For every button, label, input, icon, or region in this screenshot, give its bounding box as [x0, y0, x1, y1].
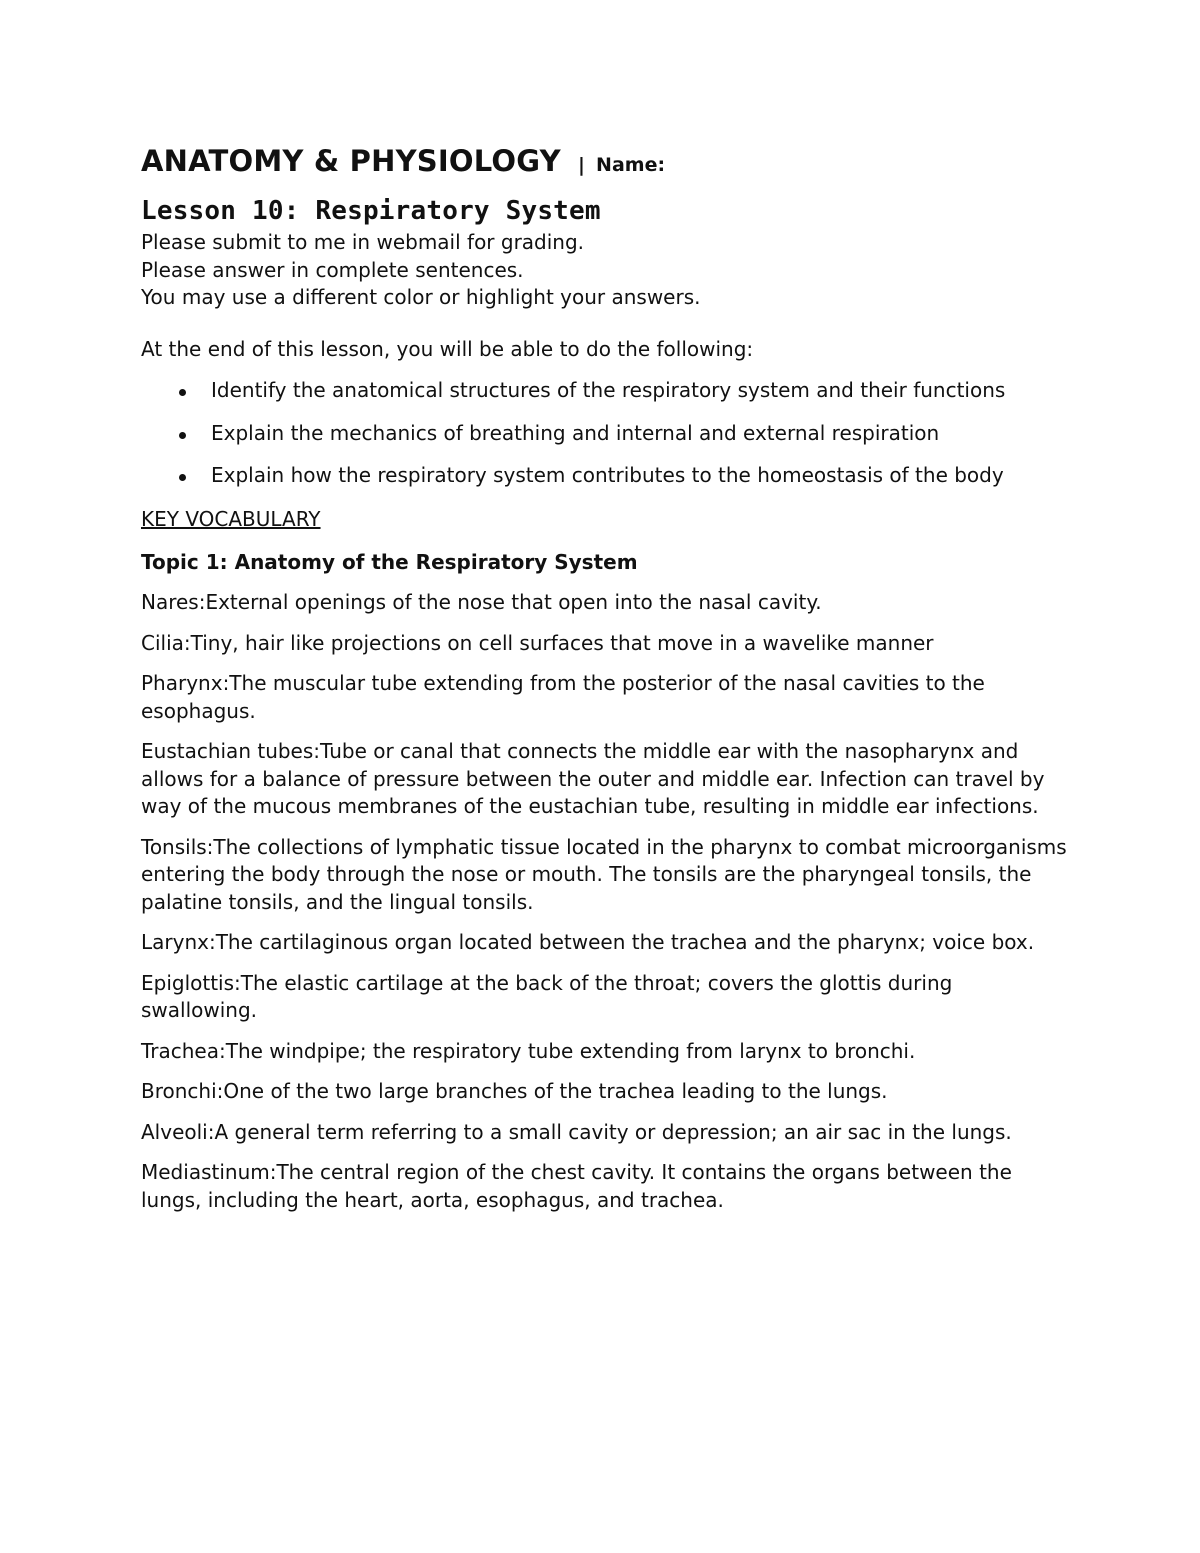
vocab-term: Cilia:Tiny, hair like projections on cell surfaces that move in a wavelike manner [141, 630, 934, 655]
objectives-list [141, 377, 1071, 490]
vocab-term: Pharynx:The muscular tube extending from the posterior of the nasal cavities to the esophagus. [141, 671, 985, 723]
instruction-line: Please submit to me in webmail for grading. [141, 230, 585, 254]
vocab-term: Nares:External openings of the nose that open into the nasal cavity. [141, 590, 822, 614]
vocab-term: Larynx:The cartilaginous organ located between the trachea and the pharynx; voice box. [141, 930, 1035, 954]
objective-text: Explain the mechanics of breathing and internal and external respiration [211, 420, 940, 445]
objective-item [141, 420, 1071, 448]
objective-text: Explain how the respiratory system contributes to the homeostasis of the body [211, 463, 1004, 487]
course-title: ANATOMY & PHYSIOLOGY [141, 144, 561, 178]
vocab-term: Eustachian tubes:Tube or canal that connects the middle ear with the nasopharynx and allows for a balance of pressure between the outer and middle ear. Infection can travel by way of the mucous membranes of the eustachian tube, resulting in middle ear infections. [141, 739, 1045, 818]
name-label: Name: [596, 154, 666, 176]
vocab-term: Trachea:The windpipe; the respiratory tube extending from larynx to bronchi. [141, 1038, 916, 1063]
bullet-icon [179, 474, 186, 481]
vocab-term: Tonsils:The collections of lymphatic tissue located in the pharynx to combat microorganisms entering the body through the nose or mouth. The tonsils are the pharyngeal tonsils, the palatine tonsils, and the lingual tonsils. [141, 834, 1067, 914]
objective-item [141, 462, 1071, 490]
bullet-icon [179, 389, 186, 396]
document-header [141, 138, 1071, 187]
topic-heading: Topic 1: Anatomy of the Respiratory System [141, 550, 638, 574]
bullet-icon [179, 432, 186, 439]
vocab-term: Alveoli:A general term referring to a small cavity or depression; an air sac in the lungs. [141, 1119, 1012, 1144]
objective-text: Identify the anatomical structures of the respiratory system and their functions [211, 378, 1006, 402]
vocab-term: Bronchi:One of the two large branches of the trachea leading to the lungs. [141, 1079, 888, 1103]
instruction-line: You may use a different color or highlight your answers. [141, 285, 701, 309]
instruction-line: Please answer in complete sentences. [141, 257, 524, 282]
document-page [141, 138, 1071, 1214]
instructions [141, 229, 1071, 312]
key-vocabulary-heading: KEY VOCABULARY [141, 506, 321, 531]
header-separator: | [577, 154, 585, 176]
lesson-title: Lesson 10: Respiratory System [141, 196, 601, 226]
vocab-term: Mediastinum:The central region of the chest cavity. It contains the organs between the lungs, including the heart, aorta, esophagus, and trachea. [141, 1160, 1012, 1212]
vocab-term: Epiglottis:The elastic cartilage at the back of the throat; covers the glottis during swallowing. [141, 970, 953, 1022]
objectives-intro: At the end of this lesson, you will be able to do the following: [141, 336, 754, 361]
objective-item [141, 377, 1071, 405]
vocabulary-list [141, 589, 1071, 1214]
